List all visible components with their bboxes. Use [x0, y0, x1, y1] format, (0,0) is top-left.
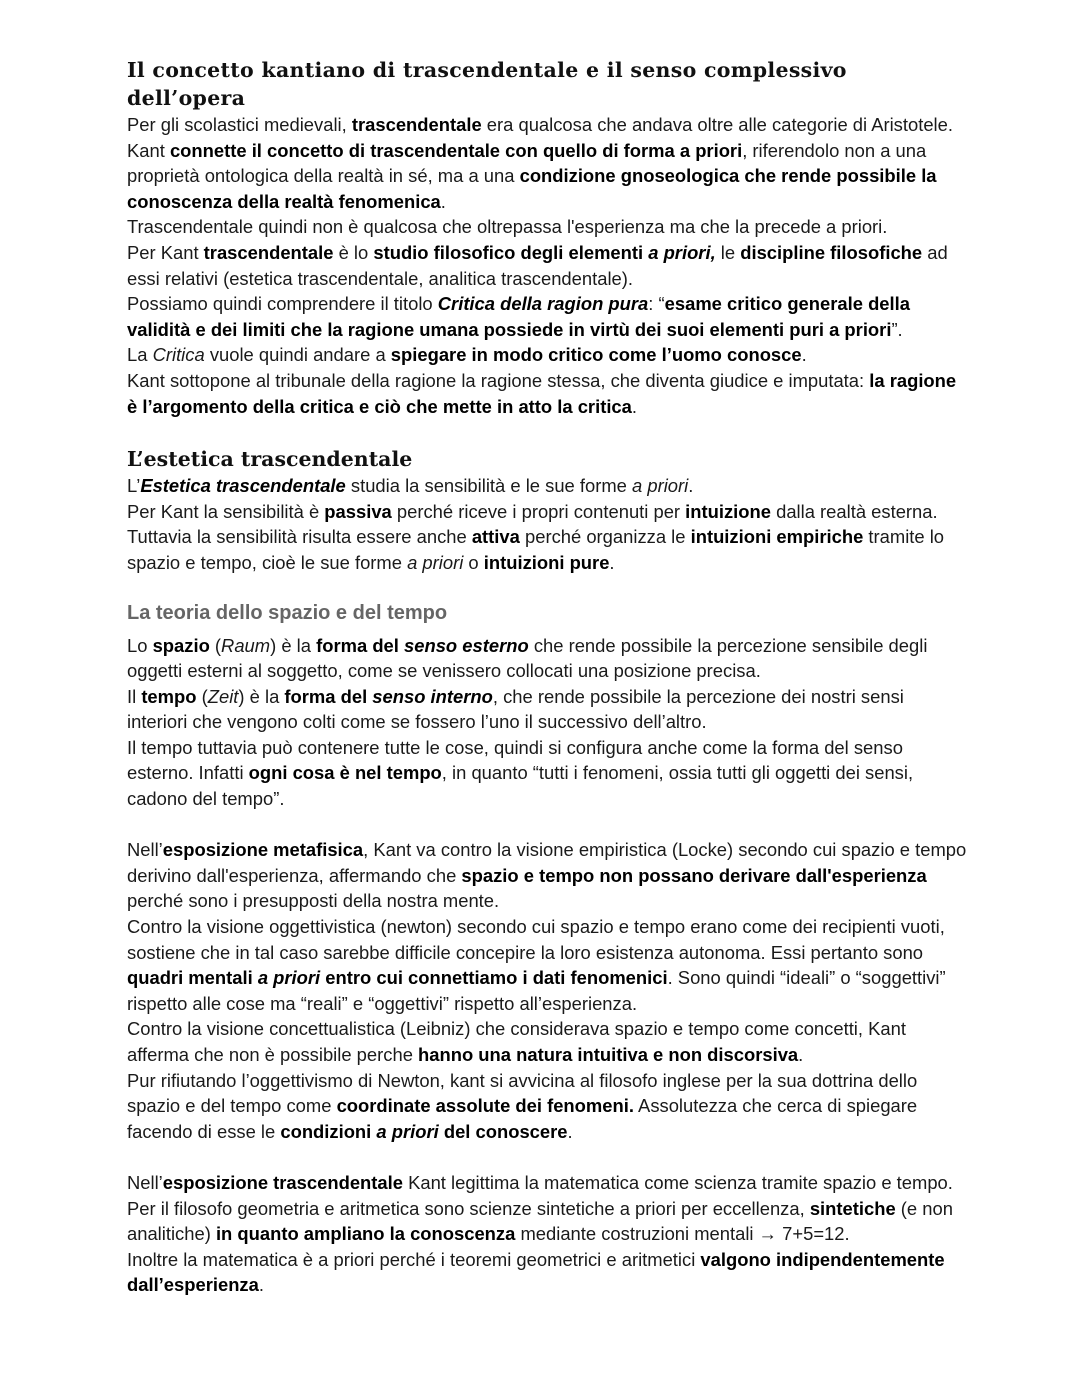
text-run: . — [567, 1120, 573, 1142]
paragraph — [127, 138, 967, 215]
bold-text: spazio e tempo non possano derivare dall'esperienza — [461, 864, 927, 886]
italic-text: Raum — [221, 634, 271, 656]
bold-text: in quanto ampliano la conoscenza — [215, 1223, 516, 1245]
text-run: La — [127, 344, 153, 366]
text-run: dalla realtà esterna. Tuttavia la sensibilità risulta essere anche — [127, 500, 938, 548]
italic-text: a priori — [632, 475, 689, 497]
paragraph — [127, 214, 967, 240]
bold-text: forma del — [284, 685, 373, 707]
text-run: Possiamo quindi comprendere il titolo — [127, 293, 438, 315]
subheading-spazio-tempo: La teoria dello spazio e del tempo — [127, 601, 448, 624]
text-run: vuole quindi andare a — [204, 344, 391, 366]
text-run: perché organizza le — [519, 526, 691, 548]
text-run: Trascendentale quindi non è qualcosa che oltrepassa l'esperienza ma che la precede a priori. — [127, 216, 888, 238]
bold-text: forma del — [316, 634, 404, 656]
bold-text: senso interno — [372, 685, 493, 707]
bold-text: passiva — [324, 500, 392, 522]
bold-text: quadri mentali — [127, 967, 258, 989]
bold-text: a priori, — [648, 241, 716, 263]
section-body — [127, 633, 967, 1298]
text-run: tramite lo spazio e tempo, cioè le sue forme — [127, 526, 945, 573]
bold-text: attiva — [471, 526, 520, 548]
text-run: Assolutezza che cerca di spiegare facendo di esse le — [127, 1095, 918, 1142]
bold-text: intuizioni empiriche — [690, 526, 864, 548]
paragraph — [127, 914, 967, 1016]
paragraph — [127, 112, 967, 138]
text-run: Lo — [127, 634, 153, 656]
paragraph — [127, 684, 967, 735]
section-body — [127, 473, 967, 575]
bold-text: condizione gnoseologica che rende possibile la conoscenza della realtà fenomenica — [127, 165, 937, 212]
text-run: ad essi relativi (estetica trascendentale, analitica trascendentale). — [127, 241, 948, 289]
bold-text: sintetiche — [809, 1197, 896, 1219]
bold-text: condizioni — [280, 1120, 377, 1142]
text-run: Inoltre la matematica è a priori perché i teoremi geometrici e aritmetici — [127, 1248, 701, 1270]
paragraph — [127, 291, 967, 342]
paragraph — [127, 1247, 967, 1298]
text-run: Nell’ — [127, 1171, 163, 1193]
bold-text: del conoscere — [438, 1120, 568, 1142]
bold-text: entro cui connettiamo i dati fenomenici — [320, 967, 668, 989]
paragraph-spacer — [127, 812, 967, 838]
text-run: . — [798, 1044, 804, 1065]
text-run: Per Kant — [127, 241, 204, 263]
bold-text: senso esterno — [404, 634, 529, 656]
bold-text: esposizione trascendentale — [162, 1171, 403, 1193]
paragraph — [127, 368, 967, 419]
text-run: Il tempo tuttavia può contenere tutte le cose, quindi si configura anche come la forma del senso esterno. Infatti — [127, 736, 903, 784]
document-page — [127, 56, 967, 1298]
paragraph-spacer — [127, 1144, 967, 1170]
paragraph — [127, 837, 967, 914]
bold-text: la ragione è l’argomento della critica e ciò che mette in atto la critica — [127, 369, 957, 417]
bold-text: Estetica trascendentale — [140, 475, 346, 497]
bold-text: discipline filosofiche — [740, 241, 923, 263]
bold-text: intuizione — [685, 500, 771, 522]
text-run: Nell’ — [127, 839, 163, 861]
bold-text: spazio — [152, 634, 210, 656]
text-run: ”. — [891, 318, 903, 340]
bold-text: intuizioni pure — [483, 551, 610, 573]
section-heading-trascendentale: Il concetto kantiano di trascendentale e il senso complessivo dell’opera — [127, 58, 847, 110]
text-run: Per Kant la sensibilità è — [127, 500, 325, 522]
bold-text: spiegare in modo critico come l’uomo conosce — [390, 344, 802, 366]
text-run: Pur rifiutando l’oggettivismo di Newton, kant si avvicina al filosofo inglese per la sua dottrina dello spazio e del tempo come — [127, 1069, 918, 1117]
text-run: studia la sensibilità e le sue forme — [345, 475, 633, 497]
italic-text: Zeit — [207, 685, 239, 707]
text-run: Kant — [127, 139, 170, 161]
bold-text: ogni cosa è nel tempo — [248, 762, 442, 784]
text-run: . — [440, 190, 446, 212]
text-run: Il — [127, 685, 142, 707]
text-run: era qualcosa che andava oltre alle categorie di Aristotele. — [481, 114, 953, 135]
text-run: ) è la — [270, 634, 317, 656]
text-run: perché riceve i propri contenuti per — [391, 500, 686, 522]
section-heading-estetica: L’estetica trascendentale — [127, 447, 413, 472]
bold-text: esposizione metafisica — [162, 839, 364, 861]
text-run: ( — [196, 685, 208, 707]
paragraph — [127, 735, 967, 812]
text-run: Contro la visione oggettivistica (newton) secondo cui spazio e tempo erano come dei recipienti vuoti, sostiene che in tal caso sarebbe difficile concepire la loro esistenza autonoma. Essi pertanto sono — [127, 916, 945, 963]
bold-text: coordinate assolute dei fenomeni. — [336, 1095, 634, 1117]
italic-text: a priori — [407, 551, 464, 573]
text-run: , che rende possibile la percezione dei nostri sensi interiori che vengono colti come se fossero l’uno il successivo dell’altro. — [127, 685, 904, 733]
text-run: . — [801, 344, 807, 366]
paragraph — [127, 342, 967, 368]
paragraph — [127, 1170, 967, 1247]
bold-text: hanno una natura intuitiva e non discorsiva — [418, 1044, 799, 1065]
paragraph — [127, 499, 967, 576]
paragraph — [127, 473, 967, 499]
section-body — [127, 112, 967, 419]
text-run: , in quanto “tutti i fenomeni, ossia tutti gli oggetti dei sensi, cadono del tempo”. — [127, 762, 914, 810]
bold-text: a priori — [257, 967, 321, 989]
bold-text: Critica della ragion pura — [437, 293, 649, 315]
text-run: : “ — [648, 293, 665, 315]
text-run: o — [463, 551, 484, 573]
text-run: . — [688, 475, 694, 497]
italic-text: Critica — [152, 344, 205, 366]
text-run: mediante costruzioni mentali → 7+5=12. — [515, 1223, 850, 1245]
text-run: Kant legittima la matematica come scienza tramite spazio e tempo. Per il filosofo geometria e aritmetica sono scienze sintetiche a priori per eccellenza, — [127, 1171, 953, 1219]
bold-text: a priori — [376, 1120, 439, 1142]
bold-text: trascendentale — [351, 114, 482, 135]
text-run: . — [631, 395, 638, 417]
text-run: , riferendolo non a una proprietà ontologica della realtà in sé, ma a una — [127, 139, 927, 187]
bold-text: studio filosofico degli elementi — [373, 241, 649, 263]
bold-text: esame critico generale della validità e dei limiti che la ragione umana possiede in virtù dei suoi elementi puri a priori — [127, 293, 910, 340]
paragraph — [127, 1016, 967, 1067]
text-run: . Sono quindi “ideali” o “soggettivi” rispetto alle cose ma “reali” e “oggettivi” rispetto all’esperienza. — [127, 967, 946, 1014]
paragraph — [127, 240, 967, 291]
text-run: Per gli scolastici medievali, — [127, 114, 352, 135]
paragraph — [127, 1068, 967, 1145]
text-run: che rende possibile la percezione sensibile degli oggetti esterni al soggetto, come se venissero collocati una posizione precisa. — [127, 634, 928, 682]
paragraph — [127, 633, 967, 684]
text-run: è lo — [333, 241, 374, 263]
text-run: . — [258, 1274, 264, 1296]
text-run: Kant sottopone al tribunale della ragione la ragione stessa, che diventa giudice e imputata: — [127, 369, 870, 391]
text-run: . — [609, 551, 615, 573]
text-run: ) è la — [238, 685, 285, 707]
text-run: le — [715, 241, 741, 263]
text-run: ( — [209, 634, 222, 656]
text-run: L’ — [127, 475, 141, 497]
bold-text: tempo — [141, 685, 197, 707]
text-run: (e non analitiche) — [127, 1197, 953, 1245]
bold-text: connette il concetto di trascendentale con quello di forma a priori — [169, 139, 743, 161]
text-run: perché sono i presupposti della nostra mente. — [127, 890, 500, 912]
text-run: Contro la visione concettualistica (Leibniz) che considerava spazio e tempo come concetti, Kant afferma che non è possibile perche — [127, 1018, 906, 1065]
bold-text: valgono indipendentemente dall’esperienza — [127, 1248, 945, 1296]
text-run: , Kant va contro la visione empiristica (Locke) secondo cui spazio e tempo derivino dall'esperienza, affermando che — [127, 839, 967, 886]
bold-text: trascendentale — [203, 241, 334, 263]
